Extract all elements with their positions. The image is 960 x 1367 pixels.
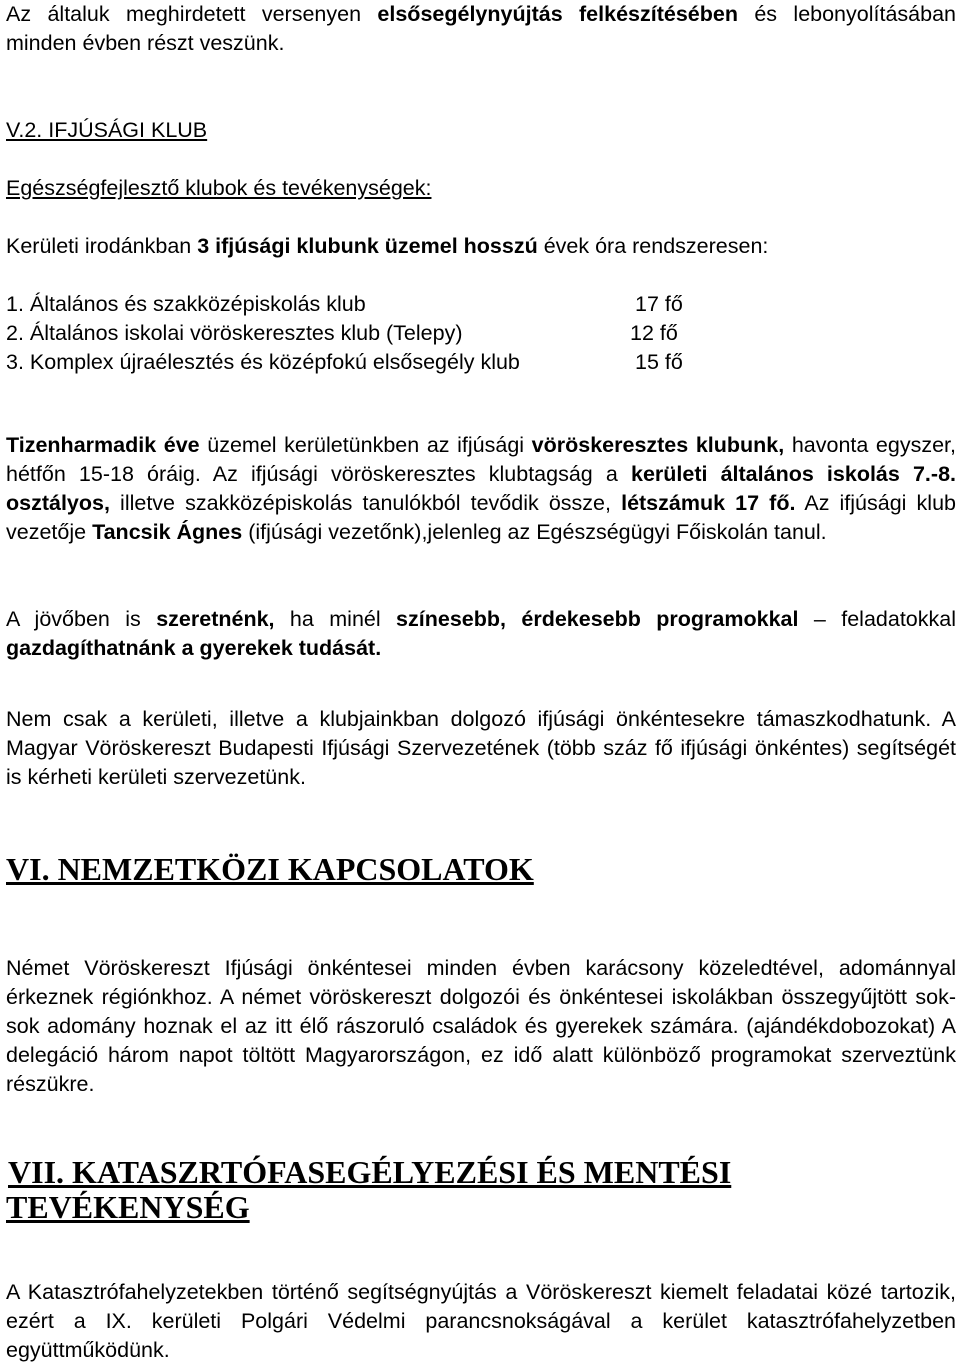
club-name: 1. Általános és szakközépiskolás klub xyxy=(6,292,366,316)
p1-bold-3: kerületi általános iskolás 7.-8. osztályos, xyxy=(6,462,956,515)
club-count: 12 fő xyxy=(630,321,678,345)
disaster-paragraph: A Katasztrófahelyzetekben történő segítségnyújtás a Vöröskereszt kiemelt feladatai közé tartozik, ezért a IX. kerületi Polgári Védelmi parancsnokságával a kerület katasztrófahelyzetben együttműködünk. xyxy=(6,1280,956,1362)
lead-text-1: Kerületi irodánkban xyxy=(6,234,198,258)
club-list-item xyxy=(6,348,683,377)
p1-text-2: havonta egyszer, hétfőn 15-18 óráig. Az ifjúsági vöröskeresztes klubtagság a xyxy=(6,433,956,486)
club-description-paragraph xyxy=(6,431,956,547)
p2-bold-1: szeretnénk, xyxy=(156,607,275,631)
intro-bold-1: elsősegélynyújtás felkészítésében xyxy=(377,2,738,26)
international-paragraph: Német Vöröskereszt Ifjúsági önkéntesei minden évben karácsony közeledtével, adománnyal érkeznek régiónkhoz. A német vöröskereszt dolgozói és önkéntesei iskolákban összegyűjtött sok-sok adomány hoznak el az itt élő rászoruló családok és gyerekek számára. (ajándékdobozokat) A delegáció három napot töltött Magyarországon, ez idő alatt különböző programokat szerveztünk részükre. xyxy=(6,956,956,1096)
lead-bold-1: 3 ifjúsági klubunk üzemel hosszú xyxy=(197,234,538,258)
p2-text-2: ha minél xyxy=(274,607,397,631)
p1-bold-4: létszámuk 17 fő. xyxy=(621,491,796,515)
section-v2-lead xyxy=(6,232,768,261)
club-count: 17 fő xyxy=(635,292,683,316)
p1-text-1: üzemel kerületünkben az ifjúsági xyxy=(199,433,532,457)
intro-text-2: és lebonyolításában minden évben részt veszünk. xyxy=(6,2,956,55)
section-vii-heading-line1: VII. KATASZRTÓFASEGÉLYEZÉSI ÉS MENTÉSI xyxy=(8,1154,732,1190)
p2-bold-3: gazdagíthatnánk a gyerekek tudását. xyxy=(6,636,382,660)
intro-text-1: Az általuk meghirdetett versenyen xyxy=(6,2,378,26)
p2-text-3: – feladatokkal xyxy=(798,607,956,631)
lead-text-2: évek óra rendszeresen: xyxy=(537,234,769,258)
volunteers-paragraph: Nem csak a kerületi, illetve a klubjainkban dolgozó ifjúsági önkéntesekre támaszkodhatunk. A Magyar Vöröskereszt Budapesti Ifjúsági Szervezetének (több száz fő ifjúsági önkéntes) segítségét is kérheti kerületi szervezetünk. xyxy=(6,707,956,789)
p1-bold-1: Tizenharmadik éve xyxy=(6,433,200,457)
section-vi-heading: VI. NEMZETKÖZI KAPCSOLATOK xyxy=(6,851,534,887)
club-list-item xyxy=(6,290,683,319)
intro-paragraph xyxy=(6,0,956,58)
section-v2-title: V.2. IFJÚSÁGI KLUB xyxy=(6,118,208,142)
section-vii-heading-line2: TEVÉKENYSÉG xyxy=(6,1189,250,1225)
p1-bold-5: Tancsik Ágnes xyxy=(92,520,243,544)
p1-text-3: illetve szakközépiskolás tanulókból tevődik össze, xyxy=(109,491,622,515)
p2-bold-2: színesebb, érdekesebb programokkal xyxy=(396,607,799,631)
p2-text-1: A jövőben is xyxy=(6,607,157,631)
club-count: 15 fő xyxy=(635,350,683,374)
club-list-item xyxy=(6,319,678,348)
section-v2-subtitle: Egészségfejlesztő klubok és tevékenységek: xyxy=(6,176,432,200)
future-plans-paragraph xyxy=(6,605,956,663)
p1-text-4: Az ifjúsági klub vezetője xyxy=(6,491,956,544)
club-name: 3. Komplex újraélesztés és középfokú elsősegély klub xyxy=(6,350,520,374)
p1-bold-2: vöröskeresztes klubunk, xyxy=(531,433,785,457)
p1-text-5: (ifjúsági vezetőnk),jelenleg az Egészségügyi Főiskolán tanul. xyxy=(242,520,827,544)
club-name: 2. Általános iskolai vöröskeresztes klub (Telepy) xyxy=(6,321,463,345)
